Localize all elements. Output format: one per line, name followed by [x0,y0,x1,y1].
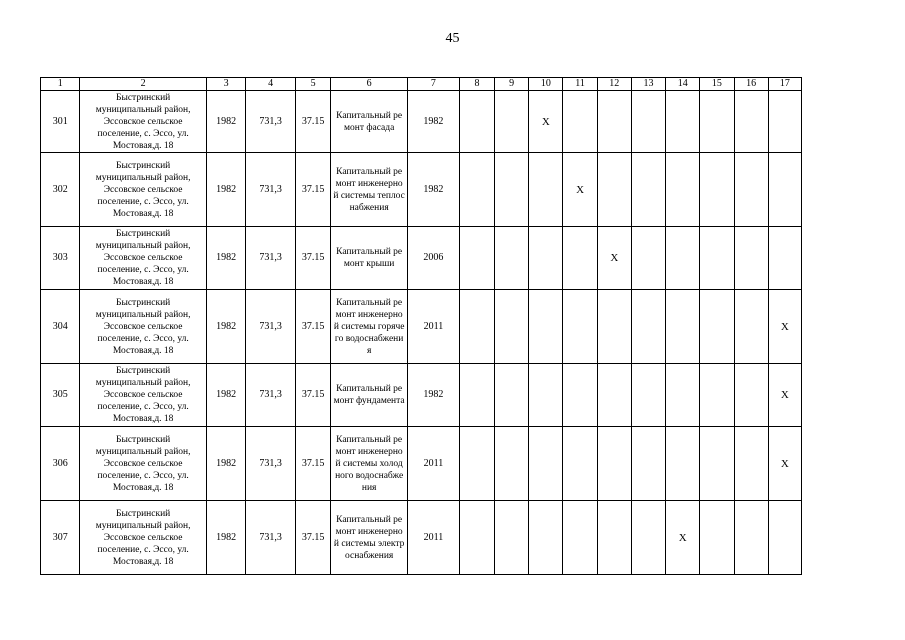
table-row [41,290,802,364]
mark-cell [700,153,734,227]
year-built-cell: 1982 [206,364,245,427]
wear-cell: 37.15 [296,290,331,364]
mark-cell [700,501,734,575]
mark-cell [597,91,631,153]
mark-cell [700,427,734,501]
mark-cell [529,227,563,290]
mark-cell [700,91,734,153]
year-built-cell: 1982 [206,153,245,227]
work-type-cell: Капитальный ремонт инженерной системы теплоснабжения [331,153,408,227]
year-built-cell: 1982 [206,501,245,575]
row-number: 301 [41,91,80,153]
mark-cell [768,501,801,575]
column-header: 4 [246,78,296,91]
mark-cell [459,153,494,227]
row-number: 302 [41,153,80,227]
mark-cell [563,290,597,364]
mark-cell [563,427,597,501]
mark-cell [495,364,529,427]
row-number: 303 [41,227,80,290]
work-year-cell: 2011 [408,290,460,364]
table-row [41,91,802,153]
area-cell: 731,3 [246,91,296,153]
mark-cell [768,91,801,153]
mark-cell [495,501,529,575]
address-cell: Быстринский муниципальный район, Эссовское сельское поселение, с. Эссо, ул. Мостовая,д. 18 [80,290,206,364]
mark-cell: X [768,290,801,364]
mark-cell [495,91,529,153]
mark-cell [529,501,563,575]
mark-cell [495,290,529,364]
mark-cell: X [563,153,597,227]
mark-cell [768,153,801,227]
mark-cell [563,364,597,427]
mark-cell [666,290,700,364]
work-type-cell: Капитальный ремонт инженерной системы горячего водоснабжения [331,290,408,364]
work-year-cell: 1982 [408,364,460,427]
mark-cell [529,427,563,501]
row-number: 305 [41,364,80,427]
row-number: 304 [41,290,80,364]
area-cell: 731,3 [246,427,296,501]
mark-cell [495,427,529,501]
mark-cell: X [768,427,801,501]
mark-cell [597,427,631,501]
work-year-cell: 2011 [408,427,460,501]
mark-cell [529,290,563,364]
table-row [41,227,802,290]
column-header: 16 [734,78,768,91]
mark-cell [631,153,665,227]
mark-cell [597,290,631,364]
mark-cell: X [768,364,801,427]
work-type-cell: Капитальный ремонт крыши [331,227,408,290]
wear-cell: 37.15 [296,153,331,227]
mark-cell [700,227,734,290]
mark-cell [631,91,665,153]
row-number: 306 [41,427,80,501]
year-built-cell: 1982 [206,227,245,290]
work-year-cell: 1982 [408,153,460,227]
mark-cell [666,91,700,153]
mark-cell [631,427,665,501]
mark-cell [734,153,768,227]
mark-cell [700,364,734,427]
mark-cell [459,501,494,575]
year-built-cell: 1982 [206,91,245,153]
address-cell: Быстринский муниципальный район, Эссовское сельское поселение, с. Эссо, ул. Мостовая,д. 18 [80,364,206,427]
wear-cell: 37.15 [296,364,331,427]
page-number: 45 [445,31,460,46]
work-type-cell: Капитальный ремонт инженерной системы электроснабжения [331,501,408,575]
column-header: 17 [768,78,801,91]
work-type-cell: Капитальный ремонт инженерной системы холодного водоснабжения [331,427,408,501]
area-cell: 731,3 [246,501,296,575]
address-cell: Быстринский муниципальный район, Эссовское сельское поселение, с. Эссо, ул. Мостовая,д. 18 [80,501,206,575]
table-row [41,501,802,575]
mark-cell [597,364,631,427]
mark-cell [459,91,494,153]
mark-cell [666,227,700,290]
area-cell: 731,3 [246,227,296,290]
mark-cell [459,364,494,427]
mark-cell [734,501,768,575]
column-header: 11 [563,78,597,91]
column-header: 15 [700,78,734,91]
address-cell: Быстринский муниципальный район, Эссовское сельское поселение, с. Эссо, ул. Мостовая,д. 18 [80,91,206,153]
column-header: 2 [80,78,206,91]
address-cell: Быстринский муниципальный район, Эссовское сельское поселение, с. Эссо, ул. Мостовая,д. 18 [80,153,206,227]
mark-cell [768,227,801,290]
area-cell: 731,3 [246,364,296,427]
table-row [41,427,802,501]
mark-cell [631,227,665,290]
work-year-cell: 2006 [408,227,460,290]
work-year-cell: 2011 [408,501,460,575]
mark-cell [700,290,734,364]
mark-cell: X [529,91,563,153]
mark-cell [529,153,563,227]
column-header: 10 [529,78,563,91]
mark-cell [495,153,529,227]
column-header: 5 [296,78,331,91]
mark-cell [734,427,768,501]
mark-cell [666,427,700,501]
mark-cell [495,227,529,290]
column-header: 6 [331,78,408,91]
year-built-cell: 1982 [206,427,245,501]
mark-cell [631,501,665,575]
column-header: 3 [206,78,245,91]
mark-cell [563,91,597,153]
mark-cell [631,364,665,427]
table-row [41,364,802,427]
wear-cell: 37.15 [296,227,331,290]
mark-cell [734,290,768,364]
table-row [41,153,802,227]
wear-cell: 37.15 [296,427,331,501]
mark-cell [666,153,700,227]
address-cell: Быстринский муниципальный район, Эссовское сельское поселение, с. Эссо, ул. Мостовая,д. 18 [80,427,206,501]
repair-schedule-table [40,77,802,575]
mark-cell [666,364,700,427]
mark-cell: X [666,501,700,575]
work-type-cell: Капитальный ремонт фундамента [331,364,408,427]
mark-cell [459,290,494,364]
wear-cell: 37.15 [296,501,331,575]
mark-cell [631,290,665,364]
mark-cell [563,227,597,290]
row-number: 307 [41,501,80,575]
mark-cell: X [597,227,631,290]
work-type-cell: Капитальный ремонт фасада [331,91,408,153]
mark-cell [734,364,768,427]
work-year-cell: 1982 [408,91,460,153]
wear-cell: 37.15 [296,91,331,153]
mark-cell [734,91,768,153]
mark-cell [459,227,494,290]
mark-cell [597,153,631,227]
column-header: 13 [631,78,665,91]
mark-cell [529,364,563,427]
column-header: 14 [666,78,700,91]
column-header: 9 [495,78,529,91]
column-header: 7 [408,78,460,91]
mark-cell [734,227,768,290]
address-cell: Быстринский муниципальный район, Эссовское сельское поселение, с. Эссо, ул. Мостовая,д. 18 [80,227,206,290]
column-header: 1 [41,78,80,91]
area-cell: 731,3 [246,153,296,227]
area-cell: 731,3 [246,290,296,364]
mark-cell [563,501,597,575]
column-header: 8 [459,78,494,91]
column-header: 12 [597,78,631,91]
year-built-cell: 1982 [206,290,245,364]
mark-cell [459,427,494,501]
mark-cell [597,501,631,575]
column-number-row [41,78,802,91]
